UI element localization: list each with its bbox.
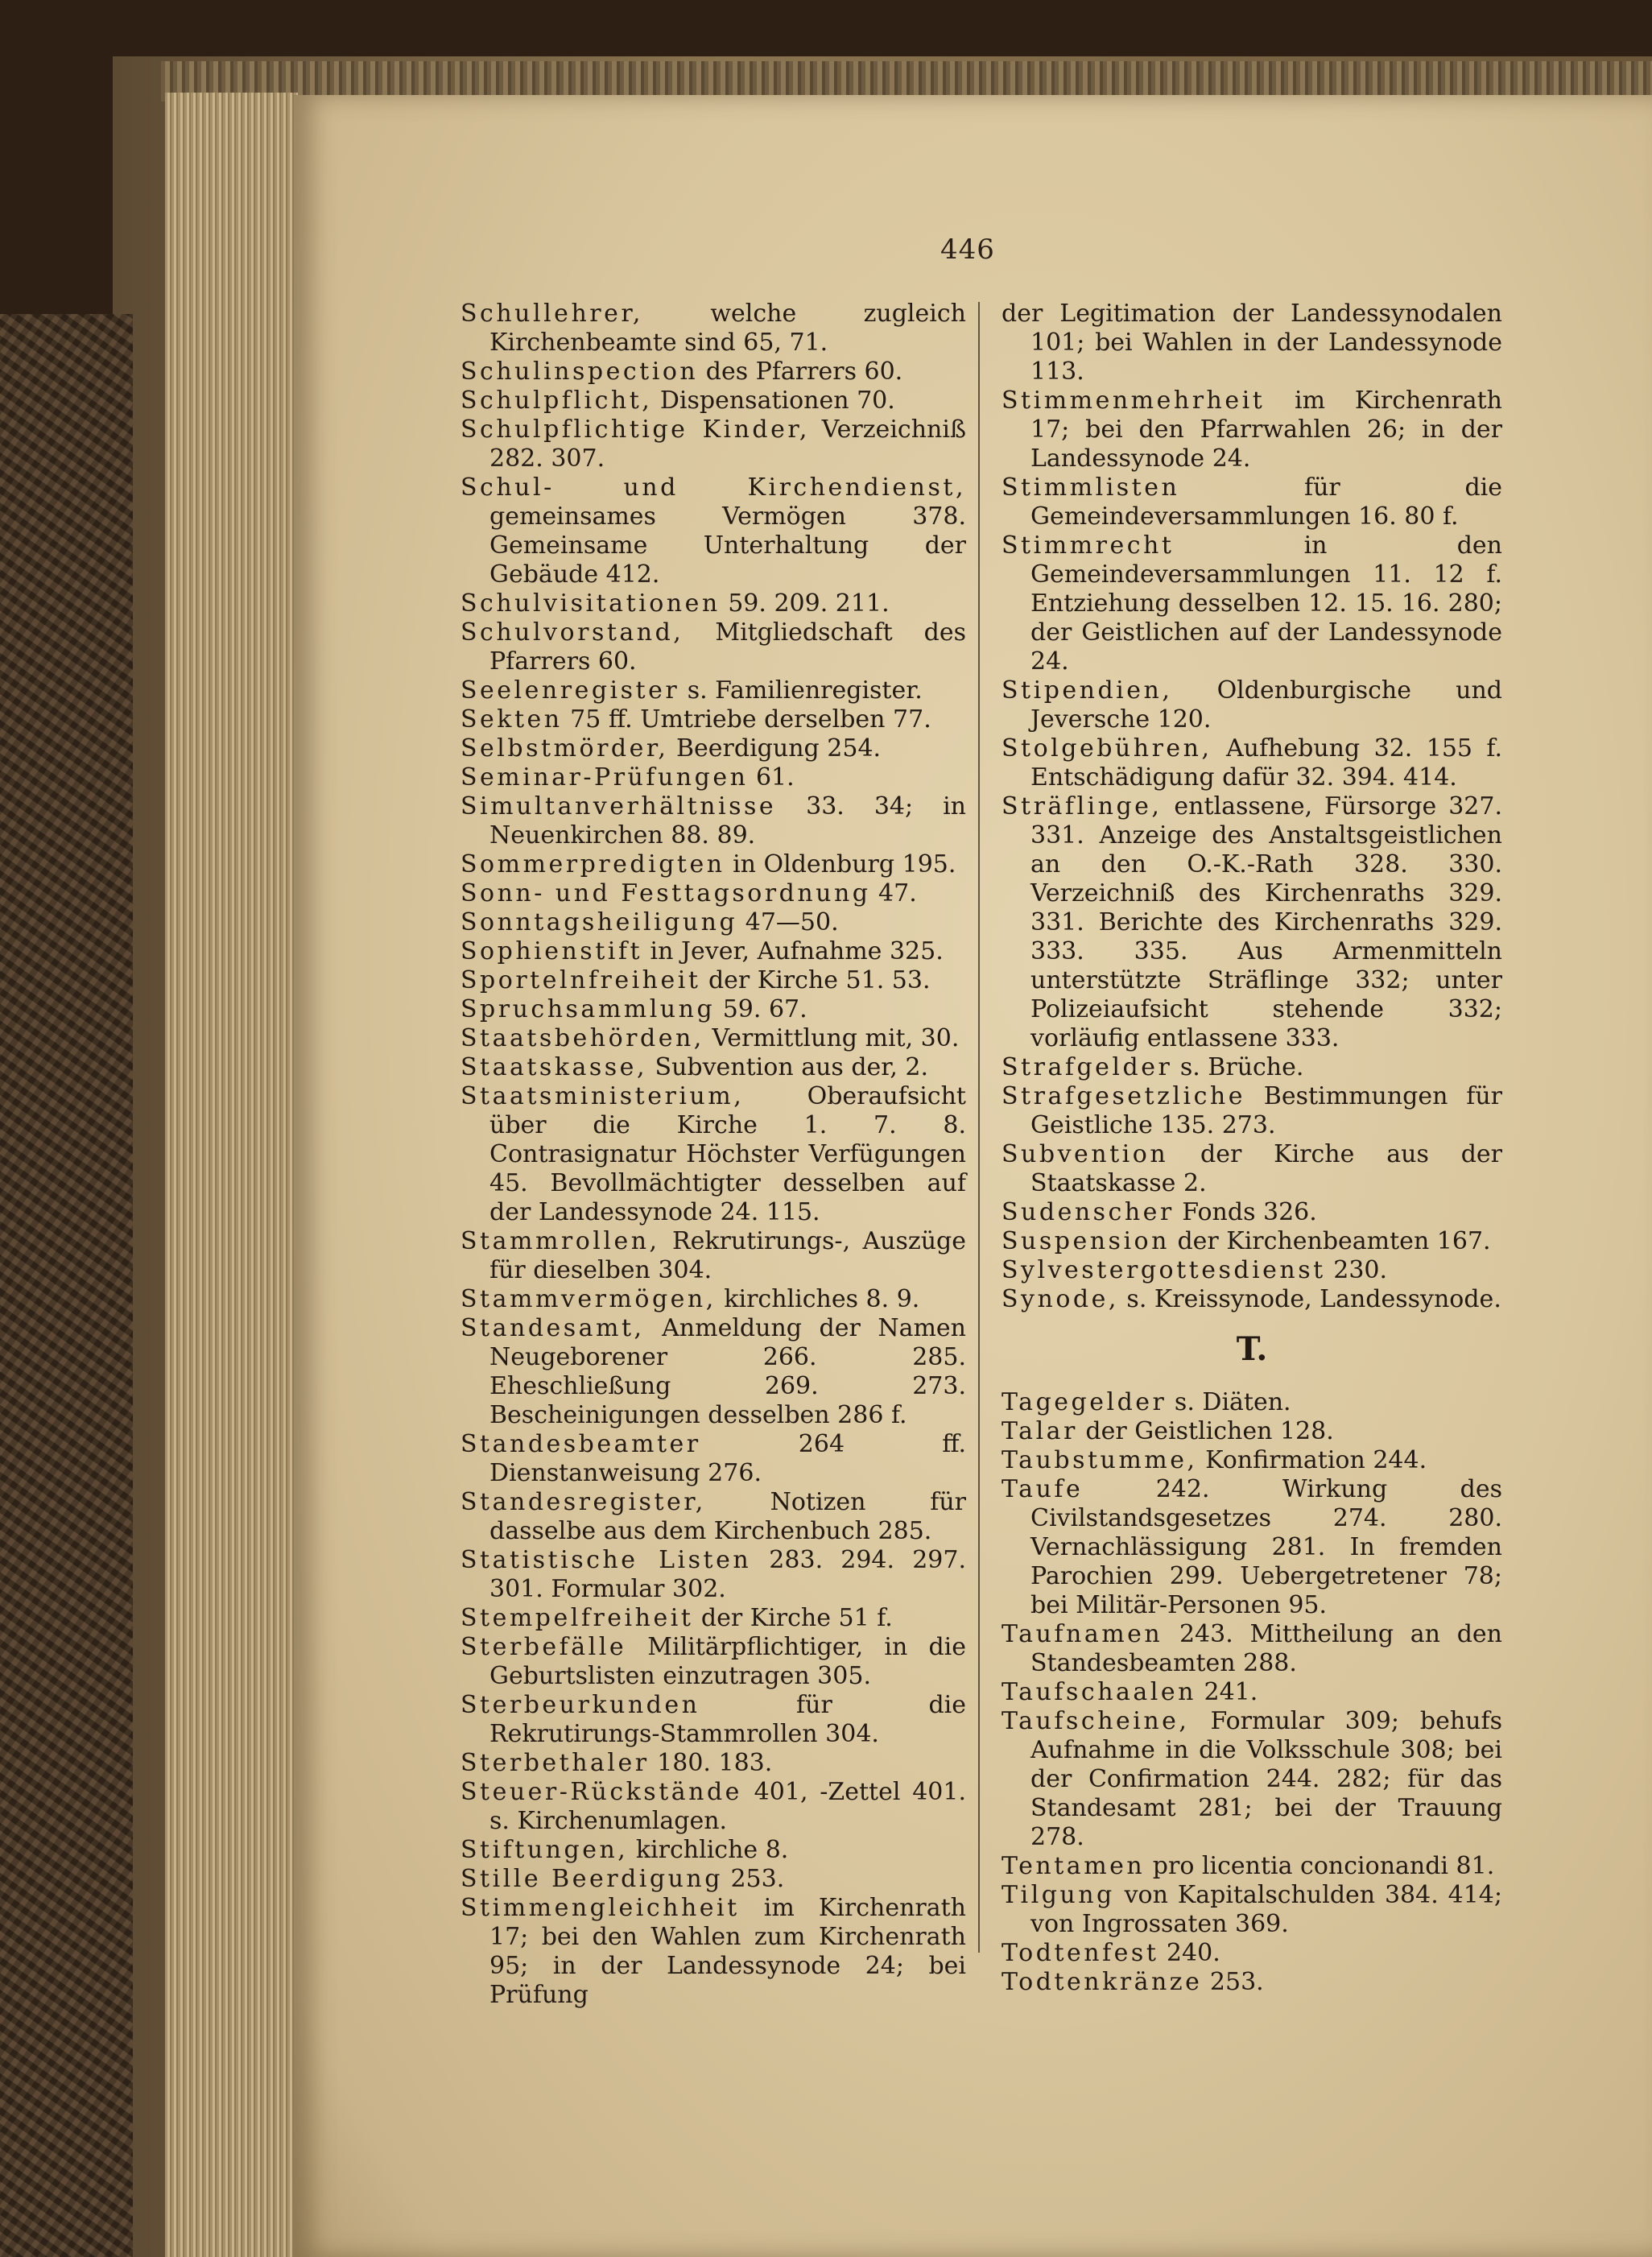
- index-references: 59. 209. 211.: [720, 589, 890, 618]
- index-entry: [1002, 1285, 1502, 1314]
- index-keyword: Schulvisitationen: [460, 589, 721, 618]
- index-keyword: Synode,: [1002, 1285, 1119, 1313]
- index-entry: [460, 1604, 966, 1633]
- index-entry: [460, 300, 966, 358]
- index-entry: [1002, 1678, 1502, 1707]
- index-keyword: Taufschaalen: [1002, 1678, 1196, 1706]
- index-references: entlassene, Fürsorge 327. 331. Anzeige des Anstaltsgeistlichen an den O.-K.-Rath 328. 330. Verzeichniß des Kirchenraths 329. 331. Berichte des Kirchenraths 329. 333. 335. Aus Armenmitteln unterstützte Sträflinge 332; unter Polizeiaufsicht stehende 332; vorläufig entlassene 333.: [1030, 792, 1502, 1052]
- index-references: pro licentia concionandi 81.: [1145, 1852, 1495, 1880]
- index-keyword: Sylvestergottesdienst: [1002, 1256, 1326, 1284]
- index-keyword: Todtenkränze: [1002, 1968, 1203, 1996]
- index-references: der Kirchenbeamten 167.: [1169, 1227, 1491, 1255]
- index-references: 240.: [1158, 1939, 1220, 1967]
- index-entry: [460, 1546, 966, 1604]
- index-keyword: Staatsbehörden,: [460, 1024, 704, 1052]
- index-references: s. Brüche.: [1172, 1053, 1304, 1081]
- index-entry: [1002, 1388, 1502, 1417]
- index-keyword: Selbstmörder,: [460, 734, 669, 763]
- index-references: Oberaufsicht über die Kirche 1. 7. 8. Contrasignatur Höchster Verfügungen 45. Bevollmächtigter desselben auf der Landessynode 24. 115.: [489, 1082, 966, 1226]
- index-entry: [1002, 1227, 1502, 1256]
- index-entry: [460, 473, 966, 589]
- index-keyword: Stimmenmehrheit: [1002, 387, 1266, 415]
- index-keyword: Stimmrecht: [1002, 531, 1175, 560]
- index-entry: [460, 763, 966, 792]
- index-references: 33. 34; in Neuenkirchen 88. 89.: [489, 792, 966, 849]
- index-entry: [460, 1024, 966, 1053]
- index-entry: [1002, 1968, 1502, 1997]
- marbled-endpaper: [0, 314, 133, 2257]
- index-keyword: Stimmengleichheit: [460, 1894, 740, 1922]
- index-column-right: [1002, 300, 1502, 1997]
- index-keyword: Simultanverhältnisse: [460, 792, 777, 821]
- index-entry: [460, 1633, 966, 1691]
- index-references: Militärpflichtiger, in die Geburtslisten einzutragen 305.: [489, 1633, 966, 1690]
- index-keyword: Stipendien,: [1002, 676, 1173, 705]
- index-keyword: Staatsministerium,: [460, 1082, 745, 1110]
- index-entry: [460, 1894, 966, 2010]
- index-references: Fonds 326.: [1174, 1198, 1317, 1226]
- index-entry: [460, 1865, 966, 1894]
- index-keyword: Suspension: [1002, 1227, 1170, 1255]
- index-keyword: Tilgung: [1002, 1881, 1115, 1909]
- index-references: in den Gemeindeversammlungen 11. 12 f. Entziehung desselben 12. 15. 16. 280; der Geistlichen auf der Landessynode 24.: [1030, 531, 1502, 676]
- index-keyword: Standesbeamter: [460, 1430, 701, 1458]
- index-keyword: Tentamen: [1002, 1852, 1146, 1880]
- section-letter-heading: T.: [1236, 1330, 1268, 1368]
- index-references: 283. 294. 297. 301. Formular 302.: [489, 1546, 966, 1603]
- index-references: in Oldenburg 195.: [725, 850, 956, 878]
- index-entry: [460, 1836, 966, 1865]
- index-keyword: Sterbeurkunden: [460, 1691, 700, 1719]
- index-keyword: Schulinspection: [460, 358, 699, 386]
- index-references: Formular 309; behufs Aufnahme in die Volksschule 308; bei der Confirmation 244. 282; für das Standesamt 281; bei der Trauung 278.: [1030, 1707, 1502, 1851]
- index-entry: [1002, 1881, 1502, 1939]
- index-entry: [460, 415, 966, 473]
- index-entry: [460, 618, 966, 676]
- index-keyword: Sudenscher: [1002, 1198, 1175, 1226]
- index-entry: [1002, 1053, 1502, 1082]
- index-references: 61.: [748, 763, 795, 792]
- index-keyword: Sterbefälle: [460, 1633, 627, 1661]
- index-keyword: Stolgebühren,: [1002, 734, 1212, 763]
- index-entry: [460, 387, 966, 415]
- index-references: für die Gemeindeversammlungen 16. 80 f.: [1030, 473, 1502, 531]
- index-entry: [1002, 531, 1502, 676]
- index-references: 75 ff. Umtriebe derselben 77.: [562, 705, 931, 734]
- index-entry: [1002, 387, 1502, 473]
- index-references: von Kapitalschulden 384. 414; von Ingrossaten 369.: [1030, 1881, 1502, 1938]
- index-references: der Kirche 51 f.: [693, 1604, 893, 1632]
- index-entry: [460, 734, 966, 763]
- index-references: 242. Wirkung des Civilstandsgesetzes 274. 280. Vernachlässigung 281. In fremden Parochien 299. Uebergetretener 78; bei Militär-Personen 95.: [1030, 1475, 1502, 1619]
- index-keyword: Taubstumme,: [1002, 1446, 1198, 1474]
- index-keyword: Stammvermögen,: [460, 1285, 717, 1313]
- index-keyword: Schulpflichtige Kinder,: [460, 415, 810, 444]
- index-keyword: Sonntagsheiligung: [460, 908, 738, 936]
- index-references: für die Rekrutirungs-Stammrollen 304.: [489, 1691, 966, 1748]
- index-references: 47.: [870, 879, 917, 907]
- index-entry: [460, 1691, 966, 1749]
- index-references: der Geistlichen 128.: [1077, 1417, 1334, 1445]
- index-entry: [1002, 734, 1502, 792]
- index-entry: [460, 1314, 966, 1430]
- index-references: im Kirchenrath 17; bei den Wahlen zum Kirchenrath 95; in der Landessynode 24; bei Prüfung: [489, 1894, 966, 2009]
- index-entry: [460, 1749, 966, 1778]
- index-entry: [1002, 1417, 1502, 1446]
- index-references: welche zugleich Kirchenbeamte sind 65, 71.: [489, 300, 966, 357]
- index-keyword: Stiftungen,: [460, 1836, 629, 1864]
- index-keyword: Stille Beerdigung: [460, 1865, 723, 1893]
- index-references: Verzeichniß 282. 307.: [489, 415, 966, 473]
- index-entry: [460, 358, 966, 387]
- index-keyword: Standesamt,: [460, 1314, 645, 1342]
- index-keyword: Taufscheine,: [1002, 1707, 1190, 1735]
- index-references: der Legitimation der Landessynodalen 101; bei Wahlen in der Landessynode 113.: [1002, 300, 1502, 386]
- index-entry: [460, 705, 966, 734]
- index-keyword: Steuer-Rückstände: [460, 1778, 742, 1806]
- index-entry: [1002, 1082, 1502, 1140]
- index-references: 253.: [1202, 1968, 1264, 1996]
- index-keyword: Subvention: [1002, 1140, 1169, 1168]
- index-references: Subvention aus der, 2.: [646, 1053, 929, 1081]
- index-column-left: [460, 300, 966, 2010]
- index-keyword: Taufe: [1002, 1475, 1084, 1503]
- index-entry: [460, 850, 966, 879]
- index-keyword: Staatskasse,: [460, 1053, 647, 1081]
- index-keyword: Sophienstift: [460, 937, 643, 965]
- index-entry: [1002, 473, 1502, 531]
- index-entry: [1002, 1256, 1502, 1285]
- index-references: 59. 67.: [715, 995, 807, 1023]
- index-references: Aufhebung 32. 155 f. Entschädigung dafür 32. 394. 414.: [1030, 734, 1502, 792]
- index-keyword: Schulvorstand,: [460, 618, 684, 647]
- index-entry: [1002, 792, 1502, 1053]
- index-references: s. Diäten.: [1167, 1388, 1291, 1416]
- index-references: s. Kreissynode, Landessynode.: [1118, 1285, 1501, 1313]
- index-references: Konfirmation 244.: [1197, 1446, 1427, 1474]
- index-keyword: Sportelnfreiheit: [460, 966, 701, 994]
- index-keyword: Sterbethaler: [460, 1749, 650, 1777]
- index-references: 401, -Zettel 401. s. Kirchenumlagen.: [489, 1778, 966, 1835]
- index-references: 264 ff. Dienstanweisung 276.: [489, 1430, 966, 1487]
- index-references: Rekrutirungs-, Auszüge für dieselben 304.: [489, 1227, 966, 1284]
- index-references: gemeinsames Vermögen 378. Gemeinsame Unterhaltung der Gebäude 412.: [489, 502, 966, 589]
- index-references: 47—50.: [737, 908, 839, 936]
- index-entry: [1002, 1707, 1502, 1852]
- index-keyword: Schullehrer,: [460, 300, 643, 328]
- index-entry: [460, 879, 966, 908]
- index-entry: [1002, 1475, 1502, 1620]
- index-references: Beerdigung 254.: [668, 734, 882, 763]
- index-keyword: Spruchsammlung: [460, 995, 716, 1023]
- index-entry: [460, 589, 966, 618]
- index-entry: [460, 937, 966, 966]
- index-references: s. Familienregister.: [679, 676, 923, 705]
- index-keyword: Seelenregister: [460, 676, 680, 705]
- index-keyword: Sträflinge,: [1002, 792, 1163, 821]
- index-entry: [460, 792, 966, 850]
- index-keyword: Schulpflicht,: [460, 387, 653, 415]
- page-number: 446: [940, 234, 995, 266]
- index-keyword: Strafgesetzliche: [1002, 1082, 1245, 1110]
- index-entry: [460, 908, 966, 937]
- index-keyword: Stempelfreiheit: [460, 1604, 694, 1632]
- index-references: 253.: [722, 1865, 785, 1893]
- index-entry: [1002, 1939, 1502, 1968]
- index-keyword: Statistische Listen: [460, 1546, 752, 1574]
- index-entry: [460, 1778, 966, 1836]
- index-entry: [460, 995, 966, 1024]
- index-keyword: Stammrollen,: [460, 1227, 660, 1255]
- index-entry: [460, 1285, 966, 1314]
- index-references: 243. Mittheilung an den Standesbeamten 288.: [1030, 1620, 1502, 1677]
- column-divider: [978, 302, 980, 1953]
- index-keyword: Stimmlisten: [1002, 473, 1180, 502]
- index-entry: [460, 1053, 966, 1082]
- index-references: Bestimmungen für Geistliche 135. 273.: [1030, 1082, 1502, 1139]
- index-entry: [460, 676, 966, 705]
- index-references: der Kirche 51. 53.: [700, 966, 931, 994]
- index-references: Mitgliedschaft des Pfarrers 60.: [489, 618, 966, 676]
- index-references: in Jever, Aufnahme 325.: [642, 937, 944, 965]
- index-references: des Pfarrers 60.: [698, 358, 903, 386]
- index-keyword: Seminar-Prüfungen: [460, 763, 749, 792]
- index-entry: [1002, 1140, 1502, 1198]
- index-keyword: Todtenfest: [1002, 1939, 1159, 1967]
- index-keyword: Tagegelder: [1002, 1388, 1167, 1416]
- index-entry: [1002, 1620, 1502, 1678]
- index-entry: [1002, 300, 1502, 387]
- index-references: 230.: [1325, 1256, 1388, 1284]
- index-entry: [460, 1488, 966, 1546]
- index-references: kirchliche 8.: [628, 1836, 789, 1864]
- index-references: Oldenburgische und Jeversche 120.: [1030, 676, 1502, 734]
- index-references: Anmeldung der Namen Neugeborener 266. 285. Eheschließung 269. 273. Bescheinigungen desselben 286 f.: [489, 1314, 966, 1429]
- page-block-edge: [165, 93, 298, 2257]
- index-entry: [1002, 676, 1502, 734]
- index-references: Notizen für dasselbe aus dem Kirchenbuch 285.: [489, 1488, 966, 1545]
- index-entry: [460, 1430, 966, 1488]
- index-references: Vermittlung mit, 30.: [704, 1024, 960, 1052]
- index-entry: [460, 966, 966, 995]
- index-keyword: Strafgelder: [1002, 1053, 1173, 1081]
- index-references: der Kirche aus der Staatskasse 2.: [1030, 1140, 1502, 1197]
- index-references: im Kirchenrath 17; bei den Pfarrwahlen 26; in der Landessynode 24.: [1030, 387, 1502, 473]
- index-references: Dispensationen 70.: [652, 387, 895, 415]
- index-references: kirchliches 8. 9.: [716, 1285, 920, 1313]
- index-references: 241.: [1196, 1678, 1258, 1706]
- index-keyword: Talar: [1002, 1417, 1078, 1445]
- index-entry: [1002, 1198, 1502, 1227]
- index-keyword: Standesregister,: [460, 1488, 706, 1516]
- index-keyword: Taufnamen: [1002, 1620, 1163, 1648]
- index-keyword: Sekten: [460, 705, 563, 734]
- index-entry: [460, 1227, 966, 1285]
- index-keyword: Schul- und Kirchendienst,: [460, 473, 966, 502]
- index-entry: [460, 1082, 966, 1227]
- index-keyword: Sommerpredigten: [460, 850, 725, 878]
- index-entry: [1002, 1446, 1502, 1475]
- index-references: 180. 183.: [649, 1749, 773, 1777]
- index-entry: [1002, 1852, 1502, 1881]
- index-keyword: Sonn- und Festtagsordnung: [460, 879, 871, 907]
